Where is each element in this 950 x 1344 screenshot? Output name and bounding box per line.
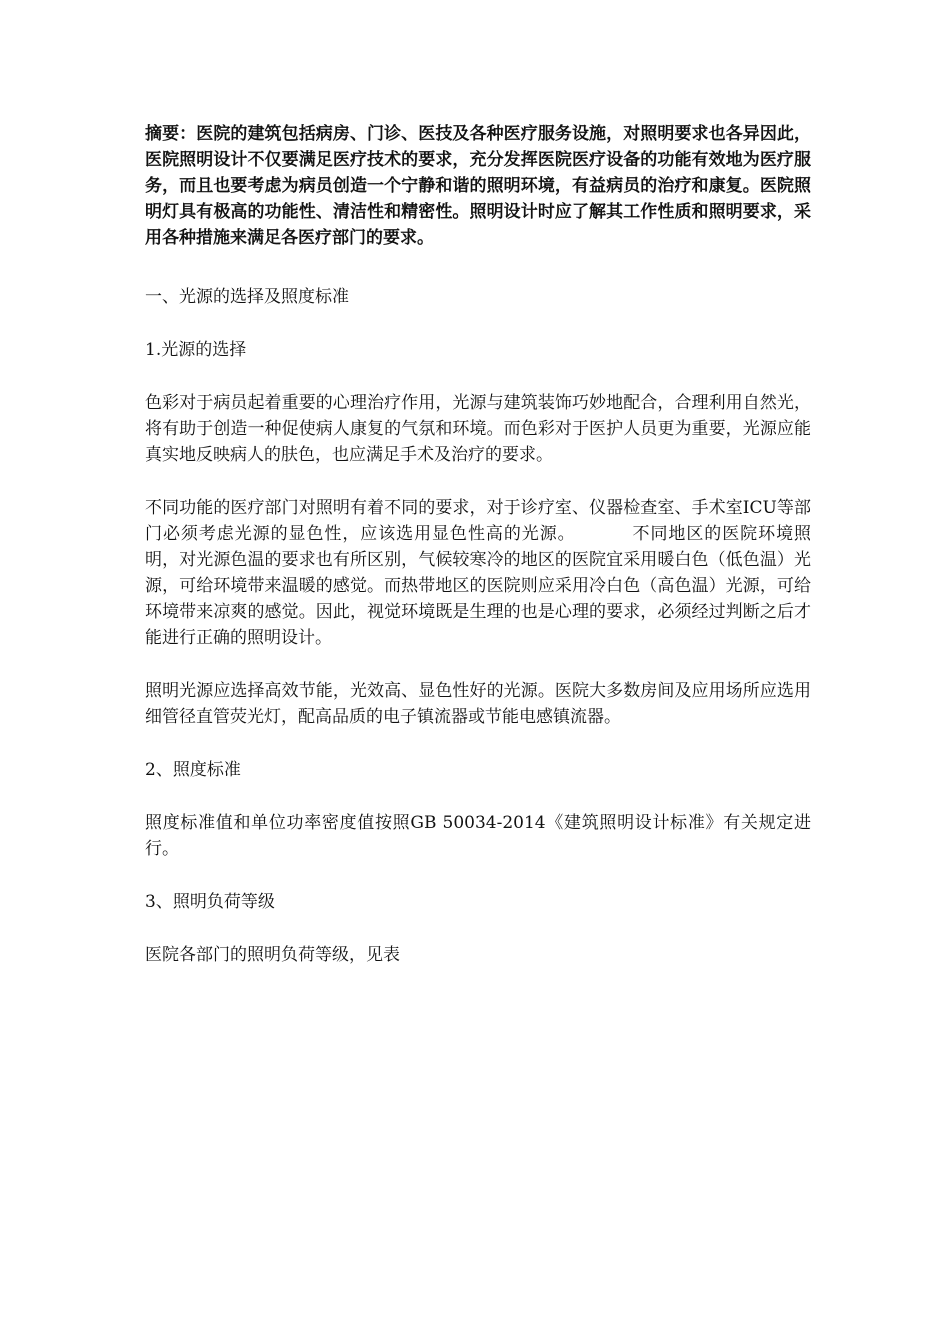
paragraph-illuminance-standard: 照度标准值和单位功率密度值按照GB 50034-2014《建筑照明设计标准》有关规定进行。 xyxy=(145,813,811,859)
abstract-paragraph: 摘要：医院的建筑包括病房、门诊、医技及各种医疗服务设施，对照明要求也各异因此，医院照明设计不仅要满足医疗技术的要求，充分发挥医院医疗设备的功能有效地为医疗服务，而且也要考虑为病员创造一个宁静和谐的照明环境，有益病员的治疗和康复。医院照明灯具有极高的功能性、清洁性和精密性。照明设计时应了解其工作性质和照明要求，采用各种措施来满足各医疗部门的要求。 xyxy=(145,124,811,248)
paragraph-department-requirements-part2: 不同地区的医院环境照明，对光源色温的要求也有所区别，气候较寒冷的地区的医院宜采用暖白色（低色温）光源，可给环境带来温暖的感觉。而热带地区的医院则应采用冷白色（高色温）光源，可给环境带来凉爽的感觉。因此，视觉环境既是生理的也是心理的要求，必须经过判断之后才能进行正确的照明设计。 xyxy=(145,524,812,648)
paragraph-color-psychology: 色彩对于病员起着重要的心理治疗作用，光源与建筑装饰巧妙地配合，合理利用自然光，将有助于创造一种促使病人康复的气氛和环境。而色彩对于医护人员更为重要，光源应能真实地反映病人的肤色，也应满足手术及治疗的要求。 xyxy=(145,393,811,465)
subsection-heading-light-source-selection: 1.光源的选择 xyxy=(145,340,247,360)
section-heading-light-source: 一、光源的选择及照度标准 xyxy=(145,287,349,307)
paragraph-efficient-light-source: 照明光源应选择高效节能，光效高、显色性好的光源。医院大多数房间及应用场所应选用细管径直管荧光灯，配高品质的电子镇流器或节能电感镇流器。 xyxy=(145,681,811,727)
paragraph-department-requirements xyxy=(145,495,811,651)
paragraph-load-level: 医院各部门的照明负荷等级，见表 xyxy=(145,945,400,965)
subsection-heading-load-level: 3、照明负荷等级 xyxy=(145,892,275,912)
paragraph-department-requirements-part1: 不同功能的医疗部门对照明有着不同的要求，对于诊疗室、仪器检查室、手术室ICU等部门必须考虑光源的显色性，应该选用显色性高的光源。 xyxy=(145,498,811,544)
document-body xyxy=(145,121,811,995)
subsection-heading-illuminance-standard: 2、照度标准 xyxy=(145,760,241,780)
